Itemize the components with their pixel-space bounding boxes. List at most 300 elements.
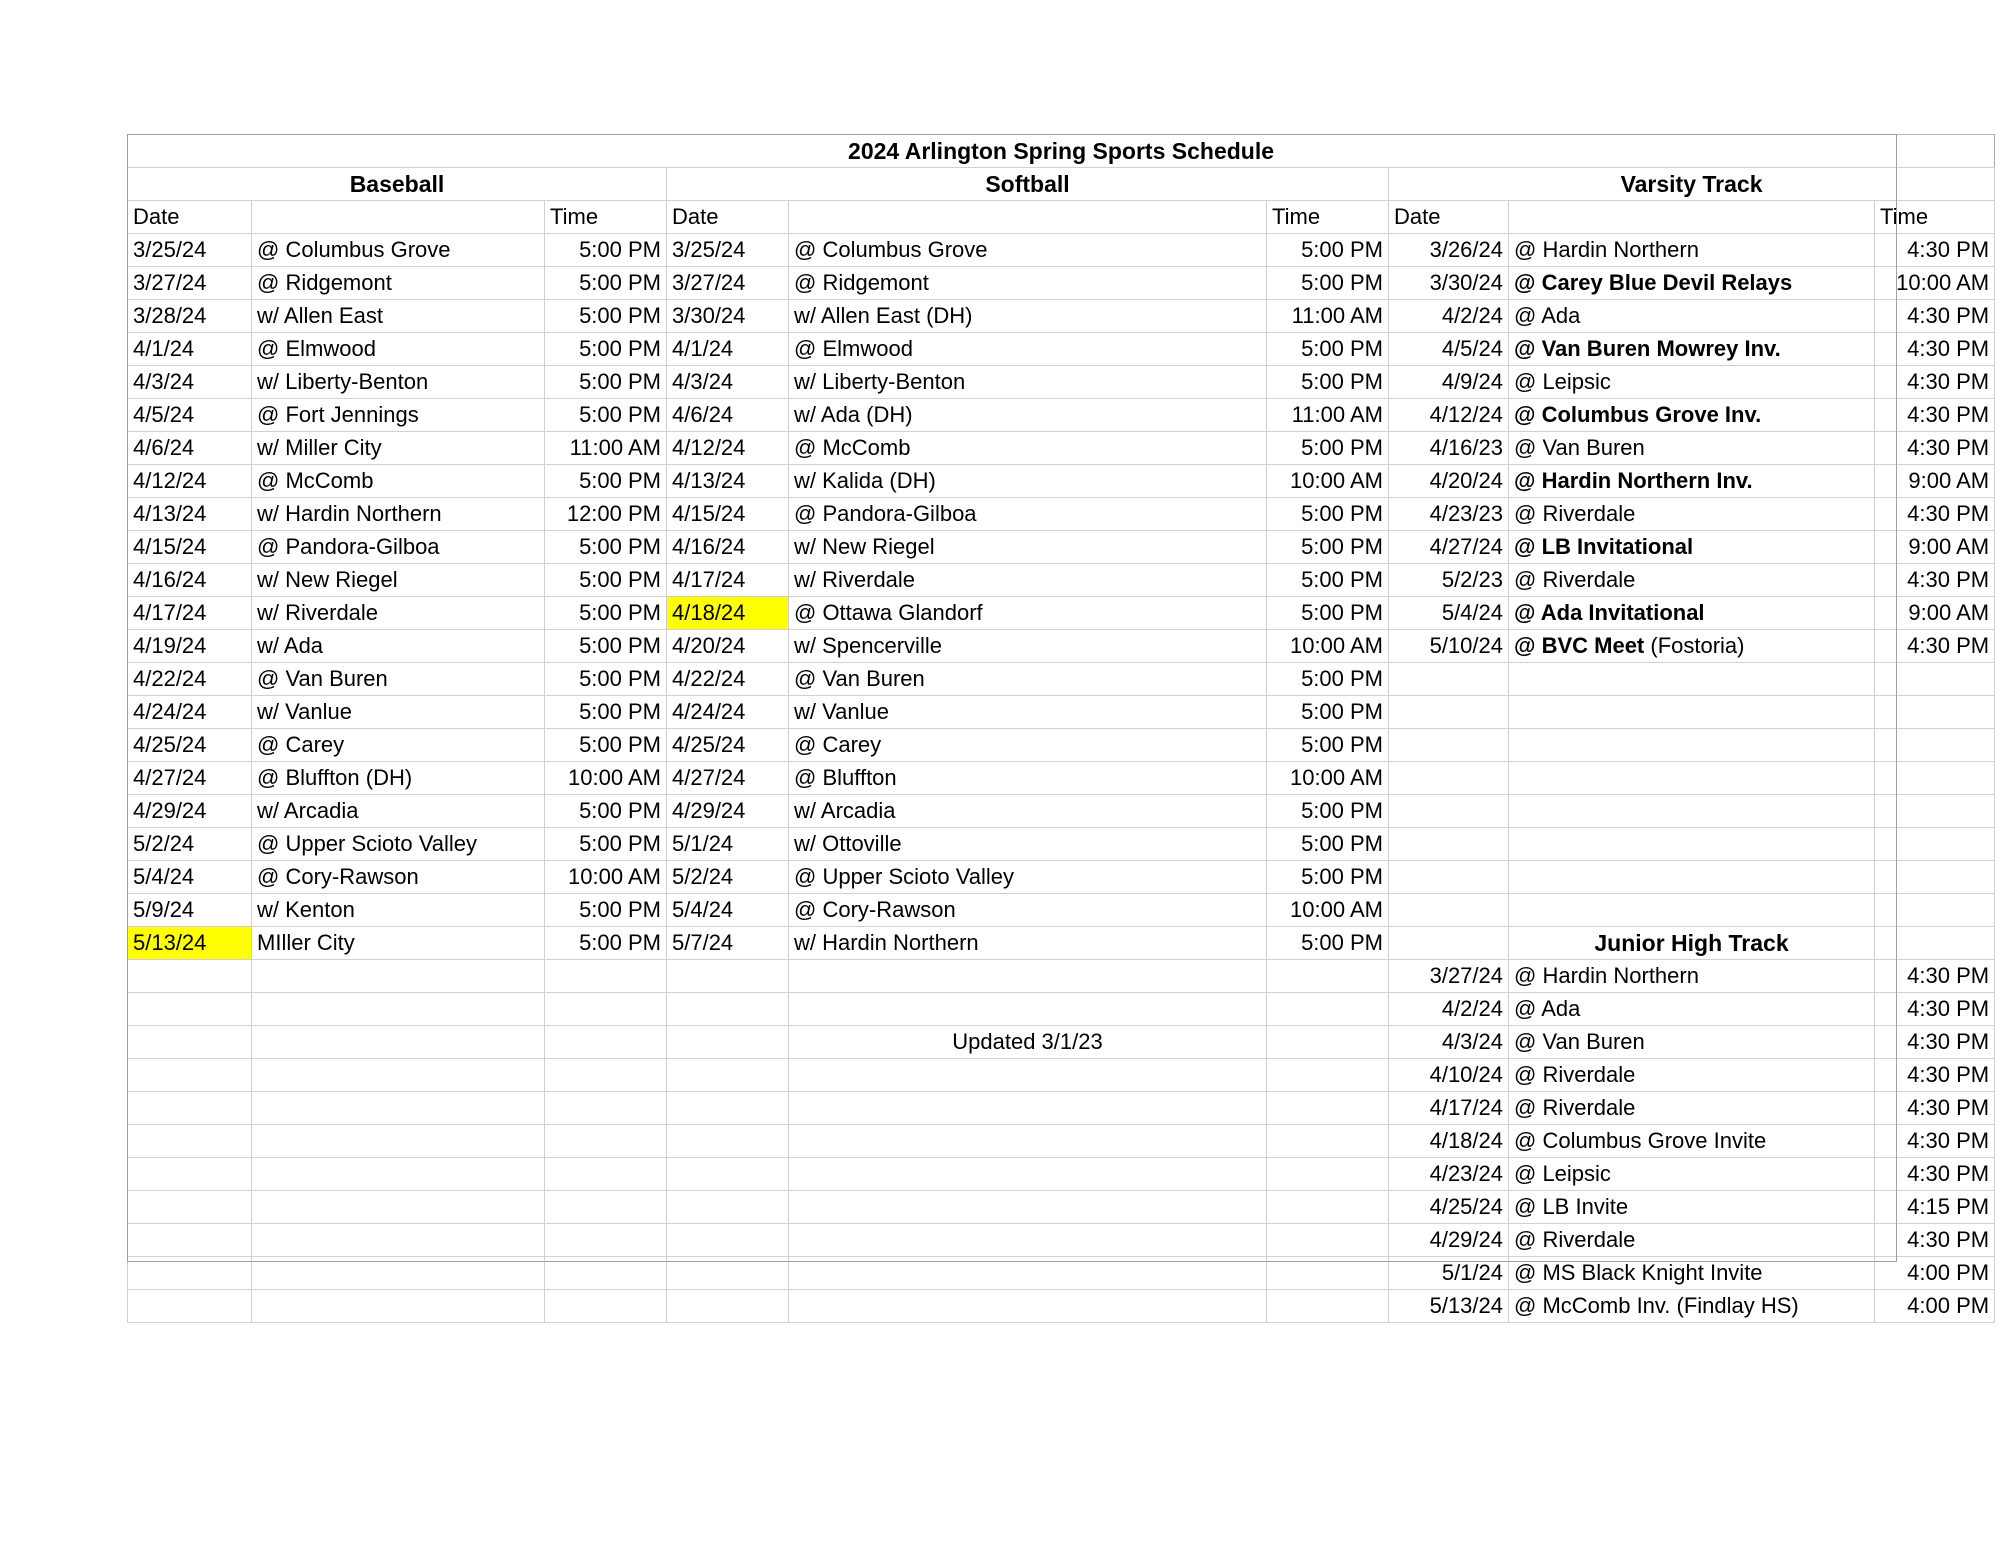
jh-track-opponent-cell[interactable]: @ Ada [1509,993,1875,1026]
softball-opponent-cell[interactable]: w/ Spencerville [789,630,1267,663]
track-time-cell[interactable]: 9:00 AM [1875,597,1995,630]
softball-time-cell[interactable]: 10:00 AM [1267,894,1389,927]
baseball-time-cell[interactable]: 5:00 PM [545,366,667,399]
track-time-cell[interactable]: 4:30 PM [1875,498,1995,531]
jh-track-time-cell[interactable]: 4:00 PM [1875,1257,1995,1290]
baseball-date-cell[interactable] [128,1059,252,1092]
softball-date-cell[interactable]: 4/17/24 [667,564,789,597]
softball-time-cell[interactable]: 5:00 PM [1267,366,1389,399]
baseball-opponent-cell[interactable] [252,1290,545,1323]
baseball-date-cell[interactable] [128,960,252,993]
baseball-date-cell[interactable]: 5/2/24 [128,828,252,861]
softball-date-cell[interactable] [667,1191,789,1224]
baseball-date-cell[interactable]: 5/9/24 [128,894,252,927]
track-date-cell[interactable] [1389,729,1509,762]
baseball-time-cell[interactable]: 5:00 PM [545,597,667,630]
track-opponent-cell[interactable]: @ Riverdale [1509,564,1875,597]
baseball-time-cell[interactable]: 5:00 PM [545,333,667,366]
softball-time-cell[interactable] [1267,1092,1389,1125]
track-opponent-cell[interactable]: @ LB Invitational [1509,531,1875,564]
softball-date-cell[interactable] [667,1290,789,1323]
baseball-date-cell[interactable]: 3/25/24 [128,234,252,267]
softball-date-cell[interactable]: 4/24/24 [667,696,789,729]
baseball-opponent-cell[interactable] [252,1059,545,1092]
jh-track-time-cell[interactable]: 4:30 PM [1875,1059,1995,1092]
baseball-opponent-cell[interactable]: w/ Allen East [252,300,545,333]
baseball-opponent-cell[interactable] [252,960,545,993]
baseball-opponent-cell[interactable]: @ Carey [252,729,545,762]
jh-track-time-cell[interactable]: 4:30 PM [1875,1092,1995,1125]
softball-time-cell[interactable] [1267,1191,1389,1224]
baseball-time-cell[interactable]: 5:00 PM [545,630,667,663]
softball-time-cell[interactable]: 5:00 PM [1267,564,1389,597]
jh-track-date-cell[interactable]: 4/10/24 [1389,1059,1509,1092]
softball-date-cell[interactable] [667,1059,789,1092]
baseball-time-cell[interactable]: 12:00 PM [545,498,667,531]
track-date-cell[interactable] [1389,861,1509,894]
softball-time-cell[interactable]: 5:00 PM [1267,498,1389,531]
baseball-time-cell[interactable]: 10:00 AM [545,762,667,795]
baseball-date-cell[interactable]: 4/15/24 [128,531,252,564]
baseball-time-cell[interactable]: 5:00 PM [545,894,667,927]
baseball-time-cell[interactable] [545,1092,667,1125]
section-title-junior-high-track[interactable]: Junior High Track [1509,927,1875,960]
baseball-opponent-cell[interactable] [252,1191,545,1224]
softball-date-cell[interactable]: 4/6/24 [667,399,789,432]
softball-time-cell[interactable] [1267,960,1389,993]
baseball-date-cell[interactable]: 4/22/24 [128,663,252,696]
baseball-time-cell[interactable]: 5:00 PM [545,795,667,828]
baseball-date-cell[interactable]: 4/25/24 [128,729,252,762]
baseball-date-cell[interactable]: 4/27/24 [128,762,252,795]
softball-date-cell[interactable]: 4/18/24 [667,597,789,630]
softball-date-cell[interactable]: 4/22/24 [667,663,789,696]
softball-date-cell[interactable]: 5/7/24 [667,927,789,960]
baseball-time-cell[interactable] [545,1290,667,1323]
track-time-cell[interactable]: 4:30 PM [1875,300,1995,333]
track-opponent-cell[interactable] [1509,696,1875,729]
jh-track-opponent-cell[interactable]: @ Riverdale [1509,1092,1875,1125]
track-time-cell[interactable] [1875,762,1995,795]
track-opponent-cell[interactable]: @ Hardin Northern [1509,234,1875,267]
table-row [128,432,1995,465]
track-time-cell[interactable] [1875,828,1995,861]
softball-time-cell[interactable]: 5:00 PM [1267,828,1389,861]
baseball-opponent-cell[interactable]: w/ Riverdale [252,597,545,630]
softball-opponent-cell[interactable]: w/ Liberty-Benton [789,366,1267,399]
table-row [128,399,1995,432]
softball-time-cell[interactable] [1267,1290,1389,1323]
softball-date-cell[interactable]: 3/25/24 [667,234,789,267]
track-time-cell[interactable]: 9:00 AM [1875,465,1995,498]
track-opponent-cell[interactable]: @ Van Buren [1509,432,1875,465]
baseball-time-cell[interactable] [545,1191,667,1224]
jh-track-date-cell[interactable]: 4/23/24 [1389,1158,1509,1191]
baseball-date-cell[interactable] [128,1092,252,1125]
track-opponent-cell[interactable]: @ Carey Blue Devil Relays [1509,267,1875,300]
baseball-time-cell[interactable] [545,1026,667,1059]
jh-track-opponent-cell[interactable]: @ Hardin Northern [1509,960,1875,993]
track-time-cell[interactable]: 4:30 PM [1875,432,1995,465]
track-date-cell[interactable] [1389,696,1509,729]
softball-time-cell[interactable]: 5:00 PM [1267,663,1389,696]
updated-note[interactable]: Updated 3/1/23 [789,1026,1267,1059]
softball-opponent-cell[interactable]: @ McComb [789,432,1267,465]
baseball-time-cell[interactable] [545,1158,667,1191]
jh-track-opponent-cell[interactable]: @ McComb Inv. (Findlay HS) [1509,1290,1875,1323]
softball-time-cell[interactable]: 5:00 PM [1267,696,1389,729]
track-date-cell[interactable]: 5/4/24 [1389,597,1509,630]
track-date-cell[interactable]: 3/30/24 [1389,267,1509,300]
baseball-time-cell[interactable]: 5:00 PM [545,927,667,960]
baseball-time-cell[interactable]: 5:00 PM [545,399,667,432]
softball-time-cell[interactable]: 5:00 PM [1267,432,1389,465]
softball-opponent-cell[interactable] [789,1290,1267,1323]
jh-track-date-cell[interactable]: 4/29/24 [1389,1224,1509,1257]
softball-time-cell[interactable] [1267,1059,1389,1092]
baseball-date-cell[interactable]: 4/24/24 [128,696,252,729]
baseball-opponent-cell[interactable] [252,1257,545,1290]
softball-opponent-cell[interactable]: w/ Hardin Northern [789,927,1267,960]
softball-date-cell[interactable]: 4/27/24 [667,762,789,795]
baseball-opponent-cell[interactable]: @ Pandora-Gilboa [252,531,545,564]
baseball-date-cell[interactable]: 3/28/24 [128,300,252,333]
softball-opponent-cell[interactable]: w/ Ottoville [789,828,1267,861]
baseball-time-cell[interactable]: 10:00 AM [545,861,667,894]
track-opponent-cell[interactable] [1509,894,1875,927]
jh-track-time-cell[interactable]: 4:30 PM [1875,960,1995,993]
softball-opponent-cell[interactable]: w/ New Riegel [789,531,1267,564]
track-time-cell[interactable] [1875,861,1995,894]
baseball-date-cell[interactable] [128,993,252,1026]
jh-track-time-cell[interactable]: 4:30 PM [1875,993,1995,1026]
softball-date-cell[interactable]: 3/30/24 [667,300,789,333]
track-date-cell[interactable]: 3/26/24 [1389,234,1509,267]
jh-track-date-cell[interactable]: 4/2/24 [1389,993,1509,1026]
softball-opponent-cell[interactable] [789,1191,1267,1224]
jh-track-opponent-cell[interactable]: @ Leipsic [1509,1158,1875,1191]
baseball-time-cell[interactable]: 11:00 AM [545,432,667,465]
softball-opponent-cell[interactable] [789,993,1267,1026]
baseball-date-cell[interactable]: 4/3/24 [128,366,252,399]
softball-opponent-cell[interactable]: @ Elmwood [789,333,1267,366]
softball-time-cell[interactable]: 11:00 AM [1267,399,1389,432]
track-date-cell[interactable] [1389,663,1509,696]
baseball-time-cell[interactable]: 5:00 PM [545,729,667,762]
softball-opponent-cell[interactable]: w/ Kalida (DH) [789,465,1267,498]
softball-opponent-cell[interactable] [789,1059,1267,1092]
softball-date-cell[interactable] [667,1224,789,1257]
track-date-cell[interactable]: 4/5/24 [1389,333,1509,366]
jh-track-opponent-cell[interactable]: @ Columbus Grove Invite [1509,1125,1875,1158]
baseball-opponent-cell[interactable]: w/ Kenton [252,894,545,927]
track-time-cell[interactable] [1875,894,1995,927]
jh-track-opponent-cell[interactable]: @ Riverdale [1509,1224,1875,1257]
track-opponent-cell[interactable]: @ Ada [1509,300,1875,333]
baseball-date-cell[interactable]: 4/1/24 [128,333,252,366]
track-time-cell[interactable] [1875,795,1995,828]
softball-time-cell[interactable]: 5:00 PM [1267,531,1389,564]
jh-track-time-cell[interactable]: 4:00 PM [1875,1290,1995,1323]
track-opponent-cell[interactable]: @ BVC Meet (Fostoria) [1509,630,1875,663]
softball-time-cell[interactable]: 5:00 PM [1267,861,1389,894]
jh-track-date-cell[interactable]: 4/25/24 [1389,1191,1509,1224]
jh-track-opponent-cell[interactable]: @ LB Invite [1509,1191,1875,1224]
track-time-cell[interactable]: 4:30 PM [1875,234,1995,267]
track-date-cell[interactable]: 5/2/23 [1389,564,1509,597]
track-opponent-cell[interactable] [1509,795,1875,828]
track-time-cell[interactable]: 10:00 AM [1875,267,1995,300]
track-date-cell[interactable] [1389,894,1509,927]
baseball-time-cell[interactable] [545,1059,667,1092]
jh-track-time-cell[interactable]: 4:30 PM [1875,1158,1995,1191]
track-opponent-cell[interactable] [1509,729,1875,762]
baseball-date-cell[interactable]: 3/27/24 [128,267,252,300]
track-date-cell[interactable] [1389,828,1509,861]
baseball-date-cell[interactable] [128,1026,252,1059]
baseball-time-cell[interactable]: 5:00 PM [545,531,667,564]
softball-time-cell[interactable]: 11:00 AM [1267,300,1389,333]
softball-date-cell[interactable]: 4/16/24 [667,531,789,564]
jh-track-time-cell[interactable]: 4:30 PM [1875,1026,1995,1059]
baseball-date-cell[interactable]: 4/16/24 [128,564,252,597]
baseball-date-cell[interactable]: 4/29/24 [128,795,252,828]
baseball-opponent-cell[interactable]: @ McComb [252,465,545,498]
softball-time-cell[interactable] [1267,1257,1389,1290]
softball-time-cell[interactable]: 5:00 PM [1267,267,1389,300]
softball-time-cell[interactable] [1267,1158,1389,1191]
jh-track-date-cell[interactable]: 4/18/24 [1389,1125,1509,1158]
baseball-date-cell[interactable]: 4/6/24 [128,432,252,465]
track-time-cell[interactable]: 4:30 PM [1875,630,1995,663]
track-opponent-cell[interactable] [1509,762,1875,795]
softball-time-cell[interactable] [1267,1224,1389,1257]
baseball-opponent-cell[interactable]: w/ Miller City [252,432,545,465]
jh-track-date-cell[interactable]: 5/13/24 [1389,1290,1509,1323]
softball-opponent-cell[interactable] [789,1224,1267,1257]
softball-opponent-cell[interactable]: @ Van Buren [789,663,1267,696]
baseball-date-cell[interactable]: 4/12/24 [128,465,252,498]
baseball-date-cell[interactable]: 5/13/24 [128,927,252,960]
jh-track-opponent-cell[interactable]: @ MS Black Knight Invite [1509,1257,1875,1290]
jh-track-date-cell[interactable]: 4/3/24 [1389,1026,1509,1059]
softball-time-cell[interactable] [1267,1125,1389,1158]
baseball-time-cell[interactable]: 5:00 PM [545,696,667,729]
jh-track-time-cell[interactable]: 4:30 PM [1875,1125,1995,1158]
track-date-cell[interactable]: 4/9/24 [1389,366,1509,399]
softball-time-cell[interactable]: 5:00 PM [1267,729,1389,762]
baseball-opponent-cell[interactable] [252,1224,545,1257]
softball-date-cell[interactable] [667,1026,789,1059]
softball-time-cell[interactable]: 10:00 AM [1267,630,1389,663]
table-row [128,729,1995,762]
track-time-cell[interactable]: 4:30 PM [1875,564,1995,597]
softball-date-cell[interactable]: 4/15/24 [667,498,789,531]
track-opponent-cell[interactable]: @ Riverdale [1509,498,1875,531]
softball-opponent-cell[interactable]: @ Ottawa Glandorf [789,597,1267,630]
softball-date-cell[interactable]: 4/3/24 [667,366,789,399]
jh-track-time-cell[interactable]: 4:15 PM [1875,1191,1995,1224]
softball-opponent-cell[interactable] [789,1092,1267,1125]
softball-time-cell[interactable]: 5:00 PM [1267,333,1389,366]
track-time-cell[interactable] [1875,696,1995,729]
baseball-date-cell[interactable] [128,1224,252,1257]
baseball-opponent-cell[interactable]: MIller City [252,927,545,960]
track-opponent-cell[interactable]: @ Van Buren Mowrey Inv. [1509,333,1875,366]
baseball-time-cell[interactable] [545,1125,667,1158]
softball-date-cell[interactable]: 5/1/24 [667,828,789,861]
baseball-time-cell[interactable] [545,1257,667,1290]
baseball-time-cell[interactable]: 5:00 PM [545,234,667,267]
baseball-time-cell[interactable] [545,993,667,1026]
softball-date-cell[interactable]: 4/13/24 [667,465,789,498]
softball-opponent-cell[interactable]: @ Carey [789,729,1267,762]
track-date-cell[interactable]: 5/10/24 [1389,630,1509,663]
softball-date-cell[interactable] [667,993,789,1026]
baseball-opponent-cell[interactable]: w/ Hardin Northern [252,498,545,531]
baseball-opponent-cell[interactable]: @ Elmwood [252,333,545,366]
baseball-opponent-cell[interactable]: w/ New Riegel [252,564,545,597]
softball-time-cell[interactable]: 5:00 PM [1267,927,1389,960]
track-opponent-cell[interactable]: @ Columbus Grove Inv. [1509,399,1875,432]
softball-opponent-cell[interactable] [789,1158,1267,1191]
baseball-date-cell[interactable] [128,1290,252,1323]
baseball-opponent-cell[interactable]: w/ Liberty-Benton [252,366,545,399]
softball-opponent-cell[interactable]: w/ Ada (DH) [789,399,1267,432]
track-opponent-cell[interactable] [1509,861,1875,894]
track-opponent-cell[interactable] [1509,828,1875,861]
track-opponent-cell[interactable]: @ Ada Invitational [1509,597,1875,630]
baseball-date-cell[interactable]: 5/4/24 [128,861,252,894]
track-date-cell[interactable]: 4/16/23 [1389,432,1509,465]
softball-time-cell[interactable]: 10:00 AM [1267,762,1389,795]
baseball-opponent-cell[interactable]: w/ Vanlue [252,696,545,729]
baseball-time-cell[interactable]: 5:00 PM [545,663,667,696]
baseball-time-cell[interactable]: 5:00 PM [545,564,667,597]
track-date-cell[interactable]: 4/12/24 [1389,399,1509,432]
baseball-date-cell[interactable] [128,1158,252,1191]
softball-date-cell[interactable]: 4/1/24 [667,333,789,366]
softball-opponent-cell[interactable]: w/ Riverdale [789,564,1267,597]
baseball-date-cell[interactable] [128,1257,252,1290]
softball-date-cell[interactable] [667,1125,789,1158]
jh-track-date-cell[interactable]: 3/27/24 [1389,960,1509,993]
jh-track-opponent-cell[interactable]: @ Riverdale [1509,1059,1875,1092]
baseball-opponent-cell[interactable] [252,1092,545,1125]
baseball-opponent-cell[interactable] [252,993,545,1026]
track-opponent-cell[interactable] [1509,663,1875,696]
baseball-date-cell[interactable]: 4/13/24 [128,498,252,531]
track-date-cell[interactable] [1389,927,1509,960]
track-date-cell[interactable] [1389,795,1509,828]
softball-date-cell[interactable] [667,1257,789,1290]
baseball-opponent-cell[interactable] [252,1026,545,1059]
track-time-cell[interactable] [1875,729,1995,762]
softball-date-cell[interactable] [667,1092,789,1125]
softball-opponent-cell[interactable] [789,1125,1267,1158]
baseball-opponent-cell[interactable] [252,1125,545,1158]
baseball-opponent-cell[interactable]: @ Ridgemont [252,267,545,300]
softball-opponent-cell[interactable]: @ Upper Scioto Valley [789,861,1267,894]
softball-date-cell[interactable] [667,1158,789,1191]
softball-date-cell[interactable]: 5/2/24 [667,861,789,894]
baseball-date-cell[interactable] [128,1125,252,1158]
softball-opponent-cell[interactable]: @ Ridgemont [789,267,1267,300]
softball-opponent-cell[interactable]: @ Columbus Grove [789,234,1267,267]
baseball-time-cell[interactable]: 5:00 PM [545,300,667,333]
baseball-opponent-cell[interactable]: @ Van Buren [252,663,545,696]
baseball-time-cell[interactable]: 5:00 PM [545,465,667,498]
jh-track-date-cell[interactable]: 4/17/24 [1389,1092,1509,1125]
softball-time-cell[interactable]: 5:00 PM [1267,597,1389,630]
baseball-date-cell[interactable]: 4/19/24 [128,630,252,663]
baseball-time-cell[interactable]: 5:00 PM [545,828,667,861]
jh-track-opponent-cell[interactable]: @ Van Buren [1509,1026,1875,1059]
track-time-cell[interactable]: 4:30 PM [1875,333,1995,366]
baseball-date-cell[interactable]: 4/17/24 [128,597,252,630]
baseball-opponent-cell[interactable]: @ Upper Scioto Valley [252,828,545,861]
softball-time-cell[interactable] [1267,993,1389,1026]
track-time-cell[interactable]: 9:00 AM [1875,531,1995,564]
baseball-opponent-cell[interactable]: @ Bluffton (DH) [252,762,545,795]
track-date-cell[interactable]: 4/2/24 [1389,300,1509,333]
softball-date-cell[interactable]: 4/20/24 [667,630,789,663]
baseball-date-cell[interactable]: 4/5/24 [128,399,252,432]
baseball-opponent-cell[interactable]: @ Columbus Grove [252,234,545,267]
softball-date-cell[interactable]: 4/29/24 [667,795,789,828]
track-time-cell[interactable] [1875,663,1995,696]
baseball-opponent-cell[interactable]: w/ Arcadia [252,795,545,828]
softball-opponent-cell[interactable]: @ Cory-Rawson [789,894,1267,927]
baseball-time-cell[interactable]: 5:00 PM [545,267,667,300]
softball-opponent-cell[interactable]: w/ Allen East (DH) [789,300,1267,333]
softball-time-cell[interactable]: 5:00 PM [1267,795,1389,828]
baseball-time-cell[interactable] [545,960,667,993]
track-opponent-cell[interactable]: @ Hardin Northern Inv. [1509,465,1875,498]
softball-opponent-cell[interactable] [789,960,1267,993]
track-date-cell[interactable] [1389,762,1509,795]
baseball-opponent-cell[interactable] [252,1158,545,1191]
track-time-cell[interactable]: 4:30 PM [1875,366,1995,399]
softball-time-cell[interactable] [1267,1026,1389,1059]
softball-date-cell[interactable]: 5/4/24 [667,894,789,927]
softball-date-cell[interactable]: 4/25/24 [667,729,789,762]
softball-time-cell[interactable]: 10:00 AM [1267,465,1389,498]
softball-opponent-cell[interactable]: w/ Arcadia [789,795,1267,828]
track-date-cell[interactable]: 4/27/24 [1389,531,1509,564]
softball-opponent-cell[interactable]: @ Bluffton [789,762,1267,795]
softball-date-cell[interactable]: 4/12/24 [667,432,789,465]
track-time-cell[interactable]: 4:30 PM [1875,399,1995,432]
track-opponent-cell[interactable]: @ Leipsic [1509,366,1875,399]
baseball-time-cell[interactable] [545,1224,667,1257]
jh-track-time-cell[interactable]: 4:30 PM [1875,1224,1995,1257]
softball-opponent-cell[interactable] [789,1257,1267,1290]
track-date-cell[interactable]: 4/23/23 [1389,498,1509,531]
baseball-opponent-cell[interactable]: @ Cory-Rawson [252,861,545,894]
track-date-cell[interactable]: 4/20/24 [1389,465,1509,498]
softball-date-cell[interactable] [667,960,789,993]
baseball-opponent-cell[interactable]: @ Fort Jennings [252,399,545,432]
softball-opponent-cell[interactable]: w/ Vanlue [789,696,1267,729]
baseball-date-cell[interactable] [128,1191,252,1224]
baseball-opponent-cell[interactable]: w/ Ada [252,630,545,663]
softball-opponent-cell[interactable]: @ Pandora-Gilboa [789,498,1267,531]
track-time-cell[interactable] [1875,927,1995,960]
softball-time-cell[interactable]: 5:00 PM [1267,234,1389,267]
softball-date-cell[interactable]: 3/27/24 [667,267,789,300]
jh-track-date-cell[interactable]: 5/1/24 [1389,1257,1509,1290]
